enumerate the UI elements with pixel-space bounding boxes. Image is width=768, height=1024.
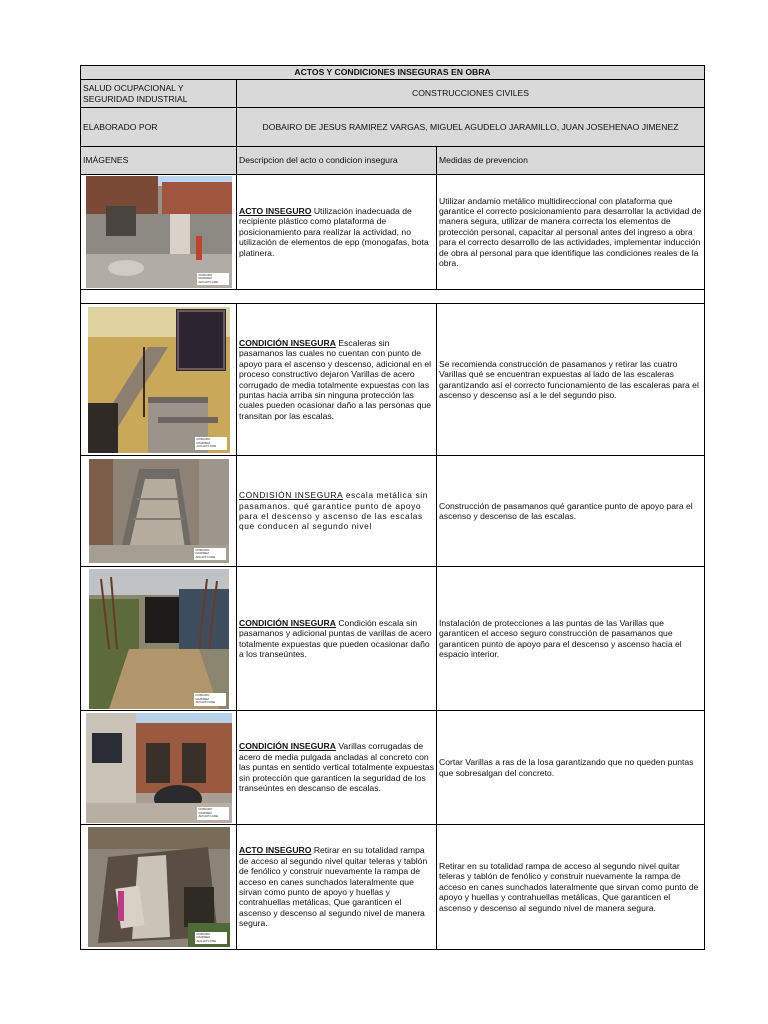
- area-row: [81, 80, 705, 108]
- author-row: [81, 108, 705, 147]
- area-label: SALUD OCUPACIONAL Y SEGURIDAD INDUSTRIAL: [81, 80, 237, 108]
- table-row: [81, 825, 705, 950]
- report-sheet: [80, 65, 704, 950]
- author-value: DOBAIRO DE JESUS RAMIREZ VARGAS, MIGUEL AGUDELO JARAMILLO, JUAN JOSEHENAO JIMENEZ: [237, 108, 705, 147]
- description-cell: [237, 456, 437, 567]
- table-row: [81, 567, 705, 711]
- description-cell: [237, 175, 437, 290]
- description-text: Utilización inadecuada de recipiente plástico como plataforma de posicionamiento para realizar la actividad, no utilización de elementos de epp (monogafas, bota platinera.: [239, 205, 429, 258]
- photo-cell: [81, 304, 237, 456]
- column-header-row: [81, 147, 705, 175]
- photo-watermark: DOBAIRO RAMIREZ ARCHITCURE: [195, 437, 227, 449]
- author-label: ELABORADO POR: [81, 108, 237, 147]
- prevention-cell: Se recomienda construcción de pasamanos y retirar las cuatro Varillas qué se encuentran expuestas al lado de las escaleras garantizando así el correcto funcionamiento de las escaleras para el ascenso y descenso así a le del segundo piso.: [437, 304, 705, 456]
- column-header-prevention: Medidas de prevencion: [437, 147, 705, 175]
- site-photo-rebar-stair: [89, 569, 229, 709]
- prevention-cell: Utilizar andamio metálico multidireccional con plataforma que garantice el correcto posicionamiento para desarrollar la actividad de manera segura, utilizar de manera correcta los elementos de protección personal, capacitar al personal antes del ingreso a obra para el correcto desarrollo de las actividades, implementar inducción de obra al personal para que identifique las condiciones reales de la obra.: [437, 175, 705, 290]
- prevention-cell: Instalación de protecciones a las puntas de las Varillas que garanticen el acceso seguro construcción de pasamanos que garanticen punto de apoyo para el descenso y ascenso hacia el espacio interior.: [437, 567, 705, 711]
- description-cell: [237, 711, 437, 825]
- area-value: CONSTRUCCIONES CIVILES: [237, 80, 705, 108]
- photo-watermark: DOBAIRO RAMIREZ ARCHITCURE: [197, 807, 229, 819]
- column-header-images: IMÁGENES: [81, 147, 237, 175]
- report-table: [80, 65, 705, 950]
- photo-cell: [81, 456, 237, 567]
- kind-label: CONDICIÓN INSEGURA: [239, 741, 336, 752]
- description-cell: [237, 825, 437, 950]
- description-text: Condición escala sin pasamanos y adicional puntas de varillas de acero totalmente expuestas que pueden ocasionar daño a los transeúntes.: [239, 617, 432, 659]
- photo-cell: [81, 567, 237, 711]
- kind-label: ACTO INSEGURO: [239, 845, 312, 856]
- site-photo-stairs-no-handrail: [88, 307, 230, 453]
- table-row: [81, 456, 705, 567]
- site-photo-unsafe-act-bucket: [86, 176, 232, 288]
- photo-watermark: DOBAIRO RAMIREZ ARCHITCURE: [194, 548, 226, 560]
- prevention-cell: Retirar en su totalidad rampa de acceso al segundo nivel quitar teleras y tablón de fenólico y construir nuevamente la rampa de acceso en canes sunchados lateralmente que sirvan como punto de apoyo y huellas y contrahuellas metálicas, Que garanticen el ascenso y descenso al segundo nivel de manera segura.: [437, 825, 705, 950]
- kind-label: ACTO INSEGURO: [239, 205, 312, 216]
- site-photo-exposed-rebar: [86, 713, 232, 823]
- prevention-cell: Construcción de pasamanos qué garantice punto de apoyo para el ascenso y descenso de las escalas.: [437, 456, 705, 567]
- table-row: [81, 304, 705, 456]
- photo-watermark: DOBAIRO RAMIREZ ARCHITCURE: [197, 273, 229, 285]
- photo-watermark: DOBAIRO RAMIREZ ARCHITCURE: [194, 693, 226, 705]
- description-text: Varillas corrugadas de acero de media pulgada ancladas al concreto con las puntas en sentido vertical totalmente expuestas sin protección que garanticen la seguridad de los transeúntes en descanso de escalas.: [239, 741, 434, 794]
- table-row: [81, 711, 705, 825]
- kind-label: CONDISIÓN INSEGURA: [239, 490, 343, 501]
- site-photo-access-ramp: [88, 827, 230, 947]
- site-photo-metal-stair: [89, 459, 229, 563]
- photo-watermark: DOBAIRO RAMIREZ ARCHITCURE: [195, 932, 227, 944]
- title-row: [81, 66, 705, 80]
- report-title: ACTOS Y CONDICIONES INSEGURAS EN OBRA: [81, 66, 705, 80]
- description-text: Retirar en su totalidad rampa de acceso al segundo nivel quitar teleras y tablón de fenólico y construir nuevamente la rampa de acceso en canes sunchados lateralmente que sirvan como punto de apoyo y huellas y contrahuellas metálicas, Que garanticen el ascenso y descenso al segundo nivel de manera segura.: [239, 845, 428, 929]
- photo-cell: [81, 175, 237, 290]
- separator-row: [81, 290, 705, 304]
- kind-label: CONDICIÓN INSEGURA: [239, 617, 336, 628]
- kind-label: CONDICIÓN INSEGURA: [239, 337, 336, 348]
- description-cell: [237, 567, 437, 711]
- photo-cell: [81, 825, 237, 950]
- description-text: escala metálica sin pasamanos. qué garantice punto de apoyo para el descenso y ascenso de las escalas que conducen al segundo nivel: [239, 490, 428, 532]
- table-row: [81, 175, 705, 290]
- description-cell: [237, 304, 437, 456]
- prevention-cell: Cortar Varillas a ras de la losa garantizando que no queden puntas que sobresalgan del concreto.: [437, 711, 705, 825]
- column-header-description: Descripcion del acto o condicion insegura: [237, 147, 437, 175]
- description-text: Escaleras sin pasamanos las cuales no cuentan con punto de apoyo para el ascenso y descenso, adicional en el proceso constructivo dejaron Varillas de acero corrugado de media totalmente expuestas con las puntas hacia arriba sin ninguna protección las cuales pueden ocasionar daño a las personas que transitan por las escalas.: [239, 337, 432, 421]
- photo-cell: [81, 711, 237, 825]
